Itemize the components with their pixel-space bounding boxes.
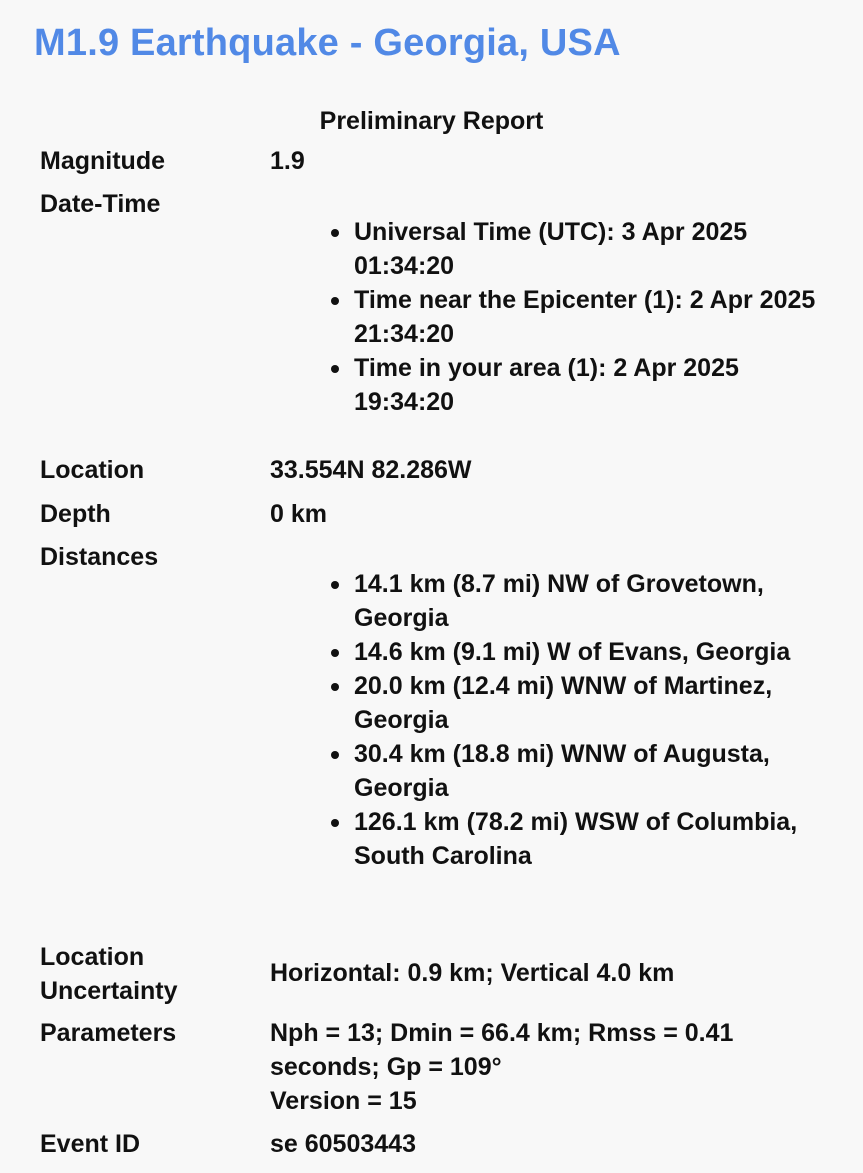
list-item bbox=[330, 351, 830, 419]
distance-item: 14.6 km (9.1 mi) W of Evans, Georgia bbox=[354, 638, 791, 666]
location-uncertainty-value: Horizontal: 0.9 km; Vertical 4.0 km bbox=[270, 959, 675, 987]
parameters-version: Version = 15 bbox=[270, 1087, 417, 1115]
bullet-icon bbox=[331, 683, 339, 691]
bullet-icon bbox=[331, 297, 339, 305]
location-value: 33.554N 82.286W bbox=[270, 456, 472, 484]
depth-label: Depth bbox=[40, 500, 111, 528]
list-item bbox=[330, 737, 830, 805]
date-time-label: Date-Time bbox=[40, 190, 161, 218]
location-uncertainty-label: Location Uncertainty bbox=[40, 943, 178, 1005]
list-item bbox=[330, 567, 830, 635]
bullet-icon bbox=[331, 365, 339, 373]
location-label: Location bbox=[40, 456, 145, 484]
distance-item: 126.1 km (78.2 mi) WSW of Columbia, South Carolina bbox=[354, 808, 798, 870]
event-id-value: se 60503443 bbox=[270, 1130, 416, 1158]
magnitude-label: Magnitude bbox=[40, 147, 165, 175]
distance-item: 30.4 km (18.8 mi) WNW of Augusta, Georgia bbox=[354, 740, 770, 802]
distance-item: 14.1 km (8.7 mi) NW of Grovetown, Georgia bbox=[354, 570, 764, 632]
list-item bbox=[330, 283, 830, 351]
page-title: M1.9 Earthquake - Georgia, USA bbox=[34, 22, 621, 64]
list-item bbox=[330, 669, 830, 737]
parameters-label: Parameters bbox=[40, 1019, 177, 1047]
depth-value: 0 km bbox=[270, 500, 327, 528]
epicenter-time: Time near the Epicenter (1): 2 Apr 2025 21:34:20 bbox=[354, 286, 816, 348]
magnitude-value: 1.9 bbox=[270, 147, 305, 175]
bullet-icon bbox=[331, 229, 339, 237]
local-time: Time in your area (1): 2 Apr 2025 19:34:20 bbox=[354, 354, 739, 416]
distances-label: Distances bbox=[40, 543, 159, 571]
utc-time: Universal Time (UTC): 3 Apr 2025 01:34:20 bbox=[354, 218, 748, 280]
date-time-list bbox=[330, 215, 830, 419]
event-id-label: Event ID bbox=[40, 1130, 141, 1158]
parameters-value: Nph = 13; Dmin = 66.4 km; Rmss = 0.41 seconds; Gp = 109° bbox=[270, 1019, 734, 1081]
list-item bbox=[330, 635, 830, 669]
list-item bbox=[330, 805, 830, 873]
bullet-icon bbox=[331, 751, 339, 759]
bullet-icon bbox=[331, 581, 339, 589]
bullet-icon bbox=[331, 649, 339, 657]
list-item bbox=[330, 215, 830, 283]
bullet-icon bbox=[331, 819, 339, 827]
distance-item: 20.0 km (12.4 mi) WNW of Martinez, Georgia bbox=[354, 672, 773, 734]
distances-list bbox=[330, 567, 830, 873]
report-heading: Preliminary Report bbox=[319, 107, 544, 135]
